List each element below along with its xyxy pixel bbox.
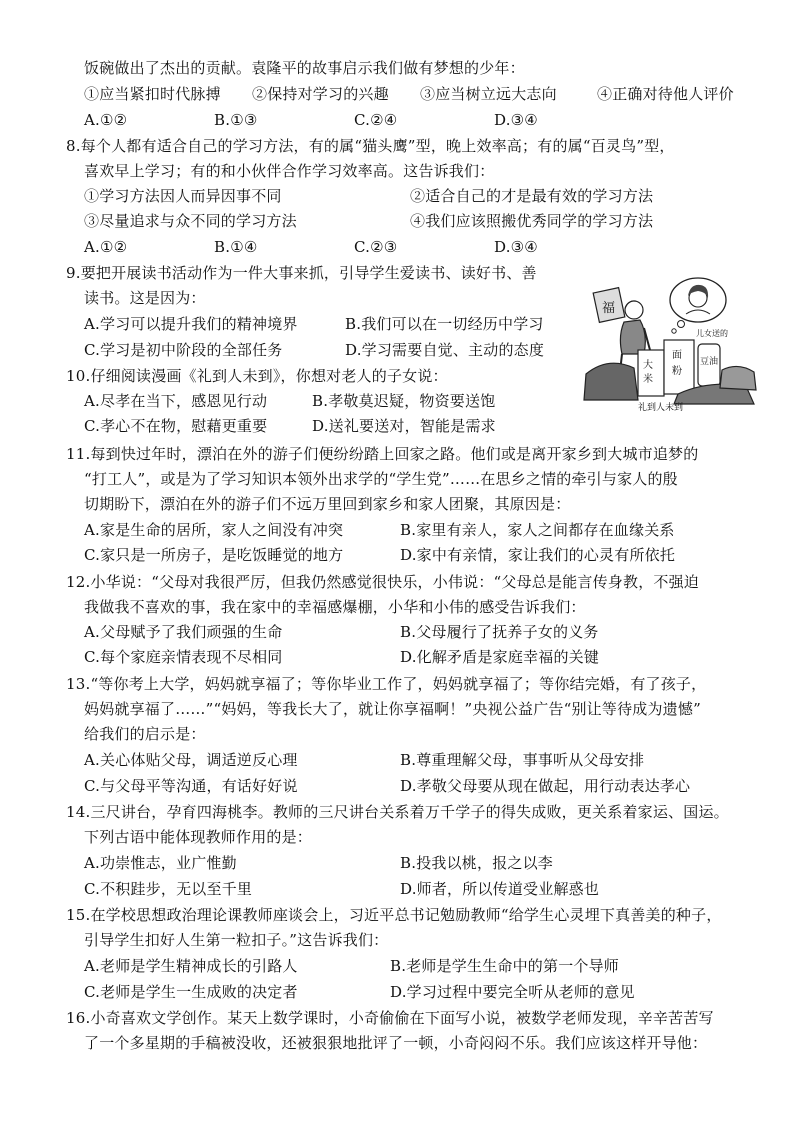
q8-option-d: D.③④ [494, 238, 538, 256]
q12-stem-line1: 12.小华说：“父母对我很严厉，但我仍然感觉很快乐，小伟说：“父母总是能言传身教，不强迫 [66, 573, 699, 591]
q14-option-b: B.投我以桃，报之以李 [400, 854, 553, 872]
q10-stem: 10.仔细阅读漫画《礼到人未到》，你想对老人的子女说： [66, 367, 448, 385]
q16-stem-line1: 16.小奇喜欢文学创作。某天上数学课时，小奇偷偷在下面写小说，被数学老师发现，辛辛苦苦写 [66, 1009, 714, 1027]
cartoon-illustration [578, 276, 766, 412]
q12-stem-line2: 我做我不喜欢的事，我在家中的幸福感爆棚，小华和小伟的感受告诉我们： [84, 598, 586, 616]
q11-stem-line3: 切期盼下，漂泊在外的游子们不远万里回到家乡和家人团聚，其原因是： [84, 495, 571, 513]
flour-label-2: 粉 [672, 366, 682, 377]
q9-option-c: C.学习是初中阶段的全部任务 [84, 341, 283, 359]
q9-option-b: B.我们可以在一切经历中学习 [345, 315, 544, 333]
q11-option-b: B.家里有亲人，家人之间都存在血缘关系 [400, 521, 675, 539]
q8-option-a: A.①② [84, 238, 128, 256]
q11-stem-line2: “打工人”，或是为了学习知识本领外出求学的“学生党”……在思乡之情的牵引与家人的殷 [84, 470, 678, 488]
q11-option-a: A.家是生命的居所，家人之间没有冲突 [84, 521, 344, 539]
q13-stem-line3: 给我们的启示是： [84, 725, 206, 743]
q7-option-c: C.②④ [354, 111, 398, 129]
q8-statement-2: ②适合自己的才是最有效的学习方法 [410, 187, 654, 205]
rice-label-2: 米 [643, 374, 653, 385]
q14-stem-line2: 下列古语中能体现教师作用的是： [84, 828, 313, 846]
q10-option-d: D.送礼要送对，智能是需求 [312, 417, 496, 435]
q15-stem-line1: 15.在学校思想政治理论课教师座谈会上，习近平总书记勉励教师“给学生心灵埋下真善美的种子， [66, 906, 722, 924]
daughter-note: 儿女送的 [696, 329, 728, 338]
q8-option-c: C.②③ [354, 238, 398, 256]
q15-option-c: C.老师是学生一生成败的决定者 [84, 983, 298, 1001]
q8-statement-4: ④我们应该照搬优秀同学的学习方法 [410, 212, 654, 230]
fu-character: 福 [602, 301, 616, 316]
q13-option-b: B.尊重理解父母，事事听从父母安排 [400, 751, 645, 769]
q10-option-a: A.尽孝在当下，感恩见行动 [84, 392, 268, 410]
q7-option-d: D.③④ [494, 111, 538, 129]
q7-option-a: A.①② [84, 111, 128, 129]
fu-scroll [593, 288, 625, 323]
q13-option-c: C.与父母平等沟通，有话好好说 [84, 777, 298, 795]
q16-stem-line2: 了一个多星期的手稿被没收，还被狠狠地批评了一顿，小奇闷闷不乐。我们应该这样开导他： [84, 1034, 708, 1052]
q15-option-d: D.学习过程中要完全听从老师的意见 [390, 983, 635, 1001]
q15-stem-line2: 引导学生扣好人生第一粒扣子。”这告诉我们： [84, 931, 389, 949]
q7-option-b: B.①③ [214, 111, 258, 129]
q8-stem-line2: 喜欢早上学习；有的和小伙伴合作学习效率高。这告诉我们： [84, 162, 495, 180]
q7-stem-tail: 饭碗做出了杰出的贡献。袁隆平的故事启示我们做有梦想的少年： [84, 59, 525, 77]
q14-option-d: D.师者，所以传道受业解惑也 [400, 880, 600, 898]
q15-option-b: B.老师是学生生命中的第一个导师 [390, 957, 619, 975]
q9-stem-line2: 读书。这是因为： [84, 289, 206, 307]
q8-stem-line1: 8.每个人都有适合自己的学习方法，有的属“猫头鹰”型，晚上效率高；有的属“百灵鸟”型， [66, 137, 675, 155]
q7-statement-1: ①应当紧扣时代脉搏 [84, 85, 221, 103]
q15-option-a: A.老师是学生精神成长的引路人 [84, 957, 298, 975]
q9-option-a: A.学习可以提升我们的精神境界 [84, 315, 298, 333]
gift-pile [584, 328, 756, 404]
q8-statement-3: ③尽量追求与众不同的学习方法 [84, 212, 297, 230]
q7-statement-2: ②保持对学习的兴趣 [252, 85, 389, 103]
q13-stem-line2: 妈妈就享福了……”“妈妈，等我长大了，就让你享福啊！”央视公益广告“别让等待成为遗憾” [84, 700, 701, 718]
q10-option-b: B.孝敬莫迟疑，物资要送饱 [312, 392, 496, 410]
q13-option-d: D.孝敬父母要从现在做起，用行动表达孝心 [400, 777, 691, 795]
q11-option-d: D.家中有亲情，家让我们的心灵有所依托 [400, 546, 676, 564]
q7-statement-3: ③应当树立远大志向 [420, 85, 557, 103]
cartoon-caption: 礼到人未到 [638, 403, 684, 412]
oil-label: 豆油 [700, 357, 719, 367]
rice-label-1: 大 [643, 360, 653, 371]
q12-option-d: D.化解矛盾是家庭幸福的关键 [400, 648, 600, 666]
q9-option-d: D.学习需要自觉、主动的态度 [345, 341, 545, 359]
q13-option-a: A.关心体贴父母，调适逆反心理 [84, 751, 298, 769]
q11-stem-line1: 11.每到快过年时，漂泊在外的游子们便纷纷踏上回家之路。他们或是离开家乡到大城市追梦的 [66, 445, 699, 463]
q12-option-b: B.父母履行了抚养子女的义务 [400, 623, 599, 641]
q14-option-a: A.功崇惟志，业广惟勤 [84, 854, 237, 872]
q11-option-c: C.家只是一所房子，是吃饭睡觉的地方 [84, 546, 344, 564]
q14-stem-line1: 14.三尺讲台，孕育四海桃李。教师的三尺讲台关系着万千学子的得失成败，更关系着家运、国运。 [66, 803, 729, 821]
q9-stem-line1: 9.要把开展读书活动作为一件大事来抓，引导学生爱读书、读好书、善 [66, 264, 537, 282]
q8-option-b: B.①④ [214, 238, 258, 256]
thought-bubble [670, 278, 726, 333]
q10-option-c: C.孝心不在物，慰藉更重要 [84, 417, 268, 435]
flour-label-1: 面 [672, 350, 682, 361]
q12-option-a: A.父母赋予了我们顽强的生命 [84, 623, 283, 641]
q13-stem-line1: 13.“等你考上大学，妈妈就享福了；等你毕业工作了，妈妈就享福了；等你结完婚，有了孩子， [66, 675, 707, 693]
q7-statement-4: ④正确对待他人评价 [597, 85, 734, 103]
q12-option-c: C.每个家庭亲情表现不尽相同 [84, 648, 283, 666]
q14-option-c: C.不积跬步，无以至千里 [84, 880, 253, 898]
q8-statement-1: ①学习方法因人而异因事不同 [84, 187, 282, 205]
